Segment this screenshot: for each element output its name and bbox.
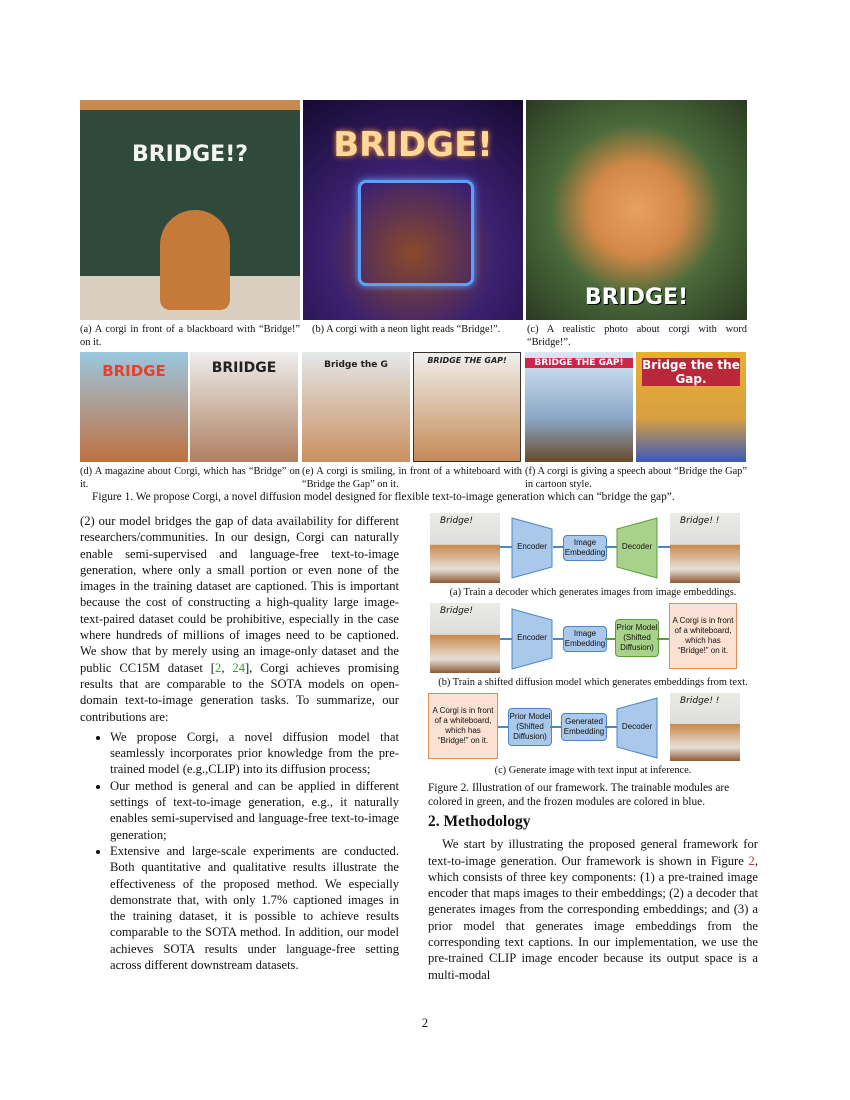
- figure1-image-f1: BRIDGE THE GAP!: [525, 352, 633, 462]
- input-image: Bridge!: [430, 603, 500, 673]
- encoder-label: Encoder: [517, 542, 547, 551]
- figure1-caption: Figure 1. We propose Corgi, a novel diffusion model designed for flexible text-to-image generation which can “bridge the gap”.: [92, 491, 675, 503]
- encoder-label: Encoder: [517, 633, 547, 642]
- figure1-image-b: BRIDGE!: [303, 100, 523, 320]
- list-item: • Extensive and large-scale experiments are conducted. Both quantitative and qualitative results illustrate the effectiveness of the proposed method. We especially demonstrate that, with only 1.7% captioned images in the training dataset, it is possible to achieve results comparable to the SOTA method. In addition, our model achieves SOTA results under language-free setting across different downstream datasets.: [110, 843, 399, 973]
- figure1-caption-a: (a) A corgi in front of a blackboard with “Bridge!” on it.: [80, 324, 300, 348]
- figure1-image-f2: Bridge the the Gap.: [636, 352, 746, 462]
- figure2-caption: Figure 2. Illustration of our framework. The trainable modules are colored in green, and the frozen modules are colored in blue.: [428, 782, 730, 808]
- figure1-caption-d: (d) A magazine about Corgi, which has “Bridge” on it.: [80, 466, 300, 490]
- generated-embedding-box: Generated Embedding: [561, 713, 607, 741]
- image-embedding-box: Image Embedding: [563, 626, 607, 652]
- image-embedding-box: Image Embedding: [563, 535, 607, 561]
- figure1-caption-e: (e) A corgi is smiling, in front of a whiteboard with “Bridge the Gap” on it.: [302, 466, 522, 490]
- figure1-caption-f: (f) A corgi is giving a speech about “Bridge the Gap” in cartoon style.: [525, 466, 747, 490]
- figure1-image-e2: BRIDGE THE GAP!: [413, 352, 521, 462]
- decoder-label: Decoder: [621, 722, 653, 731]
- methodology-paragraph: We start by illustrating the proposed general framework for text-to-image generation. Our framework is shown in Figure 2, which consists of three key components: (1) a pre-trained image encoder that maps images to their embeddings; (2) a decoder that generates images from the corresponding embeddings; and (3) a prior model that generates image embeddings from the corresponding text captions. In our implementation, we use the pre-trained CLIP image encoder because its output space is a multi-modal: [428, 837, 758, 982]
- figure1-caption-b: (b) A corgi with a neon light reads “Bridge!”.: [312, 324, 501, 335]
- decoder-label: Decoder: [621, 542, 653, 551]
- figure1-image-d1: BRIDGE: [80, 352, 188, 462]
- input-image: Bridge!: [430, 513, 500, 583]
- citation-link[interactable]: 24: [232, 660, 245, 675]
- figure1-image-c: BRIDGE!: [526, 100, 747, 320]
- section-heading: 2. Methodology: [428, 813, 531, 830]
- prior-model-box-trainable: Prior Model (Shifted Diffusion): [615, 619, 659, 657]
- prior-model-box-frozen: Prior Model (Shifted Diffusion): [508, 708, 552, 746]
- figure1-image-e1: Bridge the G: [302, 352, 410, 462]
- list-item: • We propose Corgi, a novel diffusion model that seamlessly incorporates prior knowledge from the pre-trained model (e.g.,CLIP) into its diffusion process;: [110, 729, 399, 778]
- text-input-box: A Corgi is in front of a whiteboard, which has “Bridge!” on it.: [669, 603, 737, 669]
- page-number: 2: [421, 1016, 429, 1030]
- text-input-box: A Corgi is in front of a whiteboard, which has “Bridge!” on it.: [428, 693, 498, 759]
- figure-ref-link[interactable]: 2: [748, 853, 755, 868]
- figure2-caption-b: (b) Train a shifted diffusion model which generates embeddings from text.: [438, 677, 748, 688]
- left-column: [80, 513, 399, 973]
- figure1-image-a: BRIDGE!?: [80, 100, 300, 320]
- intro-paragraph: (2) our model bridges the gap of data availability for different researchers/communities. In our design, Corgi can naturally enable semi-supervised and language-free text-to-image generation, where only a small portion or even none of the images in the training dataset are captioned. This is important because the cost of constructing a high-quality large image-text-paired dataset could be prohibitive, especially in the case where hundreds of millions of images need to be captioned. We show that by merely using an image-only dataset and the public CC15M dataset [2, 24], Corgi achieves promising results that are comparable to the SOTA models on open-domain text-to-image generation tasks. To summarize, our contributions are:: [80, 514, 399, 724]
- methodology-section: [428, 814, 758, 983]
- list-item: • Our method is general and can be applied in different settings of text-to-image generation, e.g., it naturally enables semi-supervised and language-free text-to-image generation;: [110, 778, 399, 843]
- contributions-list: [80, 729, 399, 973]
- output-image: Bridge! !: [670, 693, 740, 761]
- output-image: Bridge! !: [670, 513, 740, 583]
- citation-link[interactable]: 2: [215, 660, 222, 675]
- figure1-image-d2: BRIIDGE: [190, 352, 298, 462]
- figure2-caption-c: (c) Generate image with text input at inference.: [494, 765, 692, 776]
- figure2-caption-a: (a) Train a decoder which generates images from image embeddings.: [449, 587, 737, 598]
- figure1-caption-c: (c) A realistic photo about corgi with word “Bridge!”.: [527, 324, 747, 348]
